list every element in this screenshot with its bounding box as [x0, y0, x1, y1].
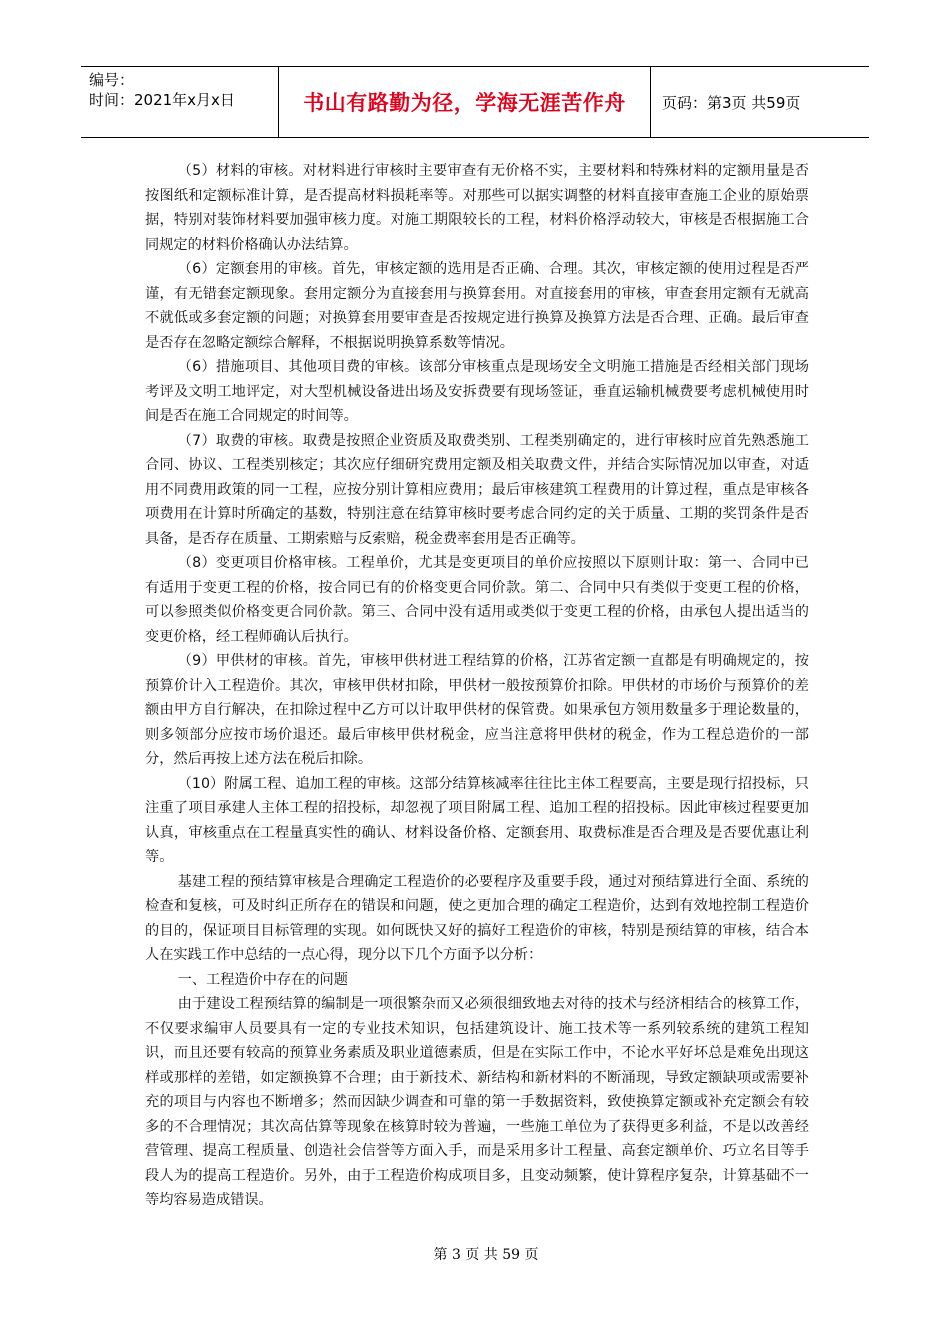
paragraph-measures-review: （6）措施项目、其他项目费的审核。该部分审核重点是现场安全文明施工措施是否经相关部门现场考评及文明工地评定，对大型机械设备进出场及安拆费要有现场签证，垂直运输机械费要考虑机械使用时间是否在施工合同规定的时间等。 [145, 359, 809, 424]
paragraph-fee-review: （7）取费的审核。取费是按照企业资质及取费类别、工程类别确定的，进行审核时应首先熟悉施工合同、协议、工程类别核定；其次应仔细研究费用定额及相关取费文件，并结合实际情况加以审查，对适用不同费用政策的同一工程，应按分别计算相应费用；最后审核建筑工程费用的计算过程，重点是审核各项费用在计算时所确定的基数，特别注意在结算审核时要考虑合同约定的关于质量、工期的奖罚条件是否具备，是否存在质量、工期索赔与反索赔，税金费率套用是否正确等。 [145, 432, 809, 547]
page-footer: 第 3 页 共 59 页 [433, 1247, 539, 1263]
header-page-number: 页码：第3页 共59页 [662, 93, 801, 112]
paragraph-intro-summary: 基建工程的预结算审核是合理确定工程造价的必要程序及重要手段，通过对预结算进行全面、系统的检查和复核，可及时纠正所存在的错误和问题，使之更加合理的确定工程造价，达到有效地控制工程造价的目的，保证项目目标管理的实现。如何既快又好的搞好工程造价的审核，特别是预结算的审核，结合本人在实践工作中总结的一点心得，现分以下几个方面予以分析： [145, 873, 809, 963]
paragraph-owner-supplied-review: （9）甲供材的审核。首先，审核甲供材进工程结算的价格，江苏省定额一直都是有明确规定的，按预算价计入工程造价。其次，审核甲供材扣除，甲供材一般按预算价扣除。甲供材的市场价与预算价的差额由甲方自行解决，在扣除过程中乙方可以计取甲供材的保管费。如果承包方领用数量多于理论数量的，则多领部分应按市场价退还。最后审核甲供材税金，应当注意将甲供材的税金，作为工程总造价的一部分，然后再按上述方法在税后扣除。 [145, 653, 809, 767]
header-motto: 书山有路勤为径，学海无涯苦作舟 [279, 67, 651, 137]
document-body [145, 159, 809, 1213]
paragraph-material-review: （5）材料的审核。对材料进行审核时主要审查有无价格不实，主要材料和特殊材料的定额用量是否按图纸和定额标准计算，是否提高材料损耗率等。对那些可以据实调整的材料直接审查施工企业的原始票据，特别对装饰材料要加强审核力度。对施工期限较长的工程，材料价格浮动较大，审核是否根据施工合同规定的材料价格确认办法结算。 [145, 163, 809, 253]
paragraph-problems: 由于建设工程预结算的编制是一项很繁杂而又必须很细致地去对待的技术与经济相结合的核算工作，不仅要求编审人员要具有一定的专业技术知识，包括建筑设计、施工技术等一系列较系统的建筑工程知识，而且还要有较高的预算业务素质及职业道德素质，但是在实际工作中，不论水平好坏总是难免出现这样或那样的差错，如定额换算不合理；由于新技术、新结构和新材料的不断涌现，导致定额缺项或需要补充的项目与内容也不断增多；然而因缺少调查和可靠的第一手数据资料，致使换算定额或补充定额会有较多的不合理情况；其次高估算等现象在核算时较为普遍，一些施工单位为了获得更多利益，不是以改善经营管理、提高工程质量、创造社会信誉等方面入手，而是采用多计工程量、高套定额单价、巧立名目等手段人为的提高工程造价。另外，由于工程造价构成项目多，且变动频繁，使计算程序复杂，计算基础不一等均容易造成错误。 [145, 996, 809, 1208]
paragraph-quota-review: （6）定额套用的审核。首先，审核定额的选用是否正确、合理。其次，审核定额的使用过程是否严谨，有无错套定额现象。套用定额分为直接套用与换算套用。对直接套用的审核，审查套用定额有无就高不就低或多套定额的问题；对换算套用要审查是否按规定进行换算及换算方法是否合理、正确。最后审查是否存在忽略定额综合解释，不根据说明换算系数等情况。 [145, 261, 809, 351]
document-number-label: 编号： [89, 71, 135, 89]
paragraph-ancillary-review: （10）附属工程、追加工程的审核。这部分结算核减率往往比主体工程要高，主要是现行招投标，只注重了项目承建人主体工程的招投标，却忽视了项目附属工程、追加工程的招投标。因此审核过程要更加认真，审核重点在工程量真实性的确认、材料设备价格、定额套用、取费标准是否合理及是否要优惠让利等。 [145, 775, 809, 865]
header-meta-cell [81, 67, 279, 137]
document-date-label: 时间：2021年x月x日 [89, 91, 235, 109]
page-header [81, 66, 869, 138]
section-heading: 一、工程造价中存在的问题 [177, 971, 348, 988]
paragraph-change-price-review: （8）变更项目价格审核。工程单价，尤其是变更项目的单价应按照以下原则计取：第一、合同中已有适用于变更工程的价格，按合同已有的价格变更合同价款。第二、合同中只有类似于变更工程的价格，可以参照类似价格变更合同价款。第三、合同中没有适用或类似于变更工程的价格，由承包人提出适当的变更价格，经工程师确认后执行。 [145, 555, 809, 645]
